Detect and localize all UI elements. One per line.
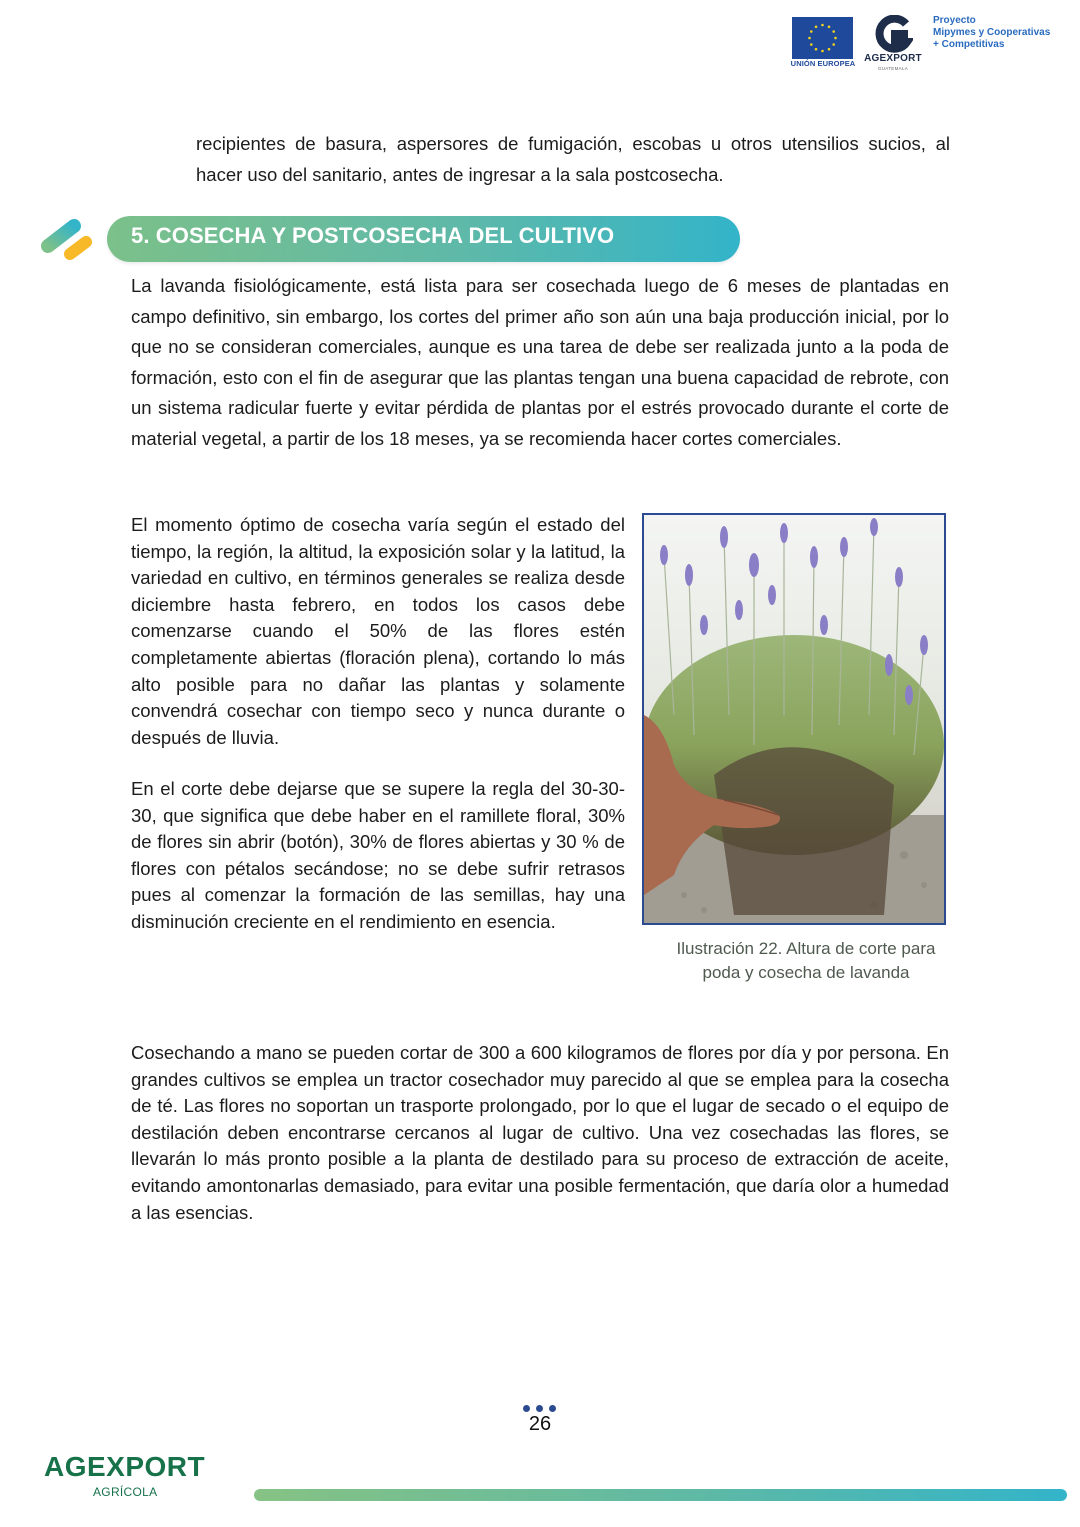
eu-label: UNIÓN EUROPEA (790, 59, 856, 68)
footer-logo: AGEXPORT (44, 1451, 206, 1482)
footer-gradient-bar (254, 1489, 1067, 1501)
footer-logo-sub: AGRÍCOLA (93, 1485, 158, 1499)
caption-line: Ilustración 22. Altura de corte para (676, 939, 936, 958)
eu-stars-icon (792, 17, 853, 59)
paragraph-optimal-moment: El momento óptimo de cosecha varía según el estado del tiempo, la región, la altitud, la exposición solar y la latitud, la variedad en cultivo, en términos generales se realiza desde diciembre hasta febrero, en todos los casos debe comenzarse cuando el 50% de las flores estén completamente abiertas (floración plena), cortando lo más alto posible para no dañar las plantas y solamente convendrá cosechar con tiempo seco y nunca durante o después de lluvia. (131, 514, 625, 748)
figure-caption (648, 937, 964, 985)
paragraph-manual-harvest: Cosechando a mano se pueden cortar de 300 a 600 kilogramos de flores por día y por persona. En grandes cultivos se emplea un tractor cosechador muy parecido al que se emplea para la cosecha de té. Las flores no soportan un trasporte prolongado, por lo que el lugar de secado o el equipo de destilación deben encontrarse cercanos al lugar de cultivo. Una vez cosechadas las flores, se llevarán lo más pronto posible a la planta de destilado para su proceso de extracción de aceite, evitando amontonarlas demasiado, para evitar una posible fermentación, que daría olor a humedad a las esencias. (131, 1042, 949, 1223)
agexport-header-sub: GUATEMALA (877, 66, 909, 71)
agexport-header-label: AGEXPORT (864, 53, 922, 64)
project-title (933, 15, 1050, 51)
project-line: Proyecto (933, 15, 976, 26)
project-line: + Competitivas (933, 39, 1005, 50)
project-line: Mipymes y Cooperativas (933, 27, 1051, 38)
continuation-line: recipientes de basura, aspersores de fumigación, escobas u otros utensilios sucios, al (196, 133, 950, 154)
agexport-g-logo-icon (873, 15, 913, 53)
section-title: 5. COSECHA Y POSTCOSECHA DEL CULTIVO (131, 223, 615, 248)
page-number: 26 (528, 1413, 552, 1435)
continuation-line: hacer uso del sanitario, antes de ingresar a la sala postcosecha. (196, 163, 724, 185)
continuation-paragraph (196, 129, 950, 190)
caption-line: poda y cosecha de lavanda (702, 963, 910, 982)
two-pills-icon (38, 216, 98, 264)
lavender-photo (642, 513, 946, 925)
paragraph-harvest-timing: La lavanda fisiológicamente, está lista para ser cosechada luego de 6 meses de plantadas en campo definitivo, sin embargo, los cortes del primer año son aún una baja producción inicial, por lo que no se consideran comerciales, aunque es una tarea de debe ser realizada junto a la poda de formación, esto con el fin de asegurar que las plantas tengan una buena capacidad de rebrote, con un sistema radicular fuerte y evitar pérdida de plantas por el estrés provocado durante el corte de material vegetal, a partir de los 18 meses, ya se recomienda hacer cortes comerciales. (131, 275, 949, 449)
eu-flag-logo (792, 17, 853, 59)
lavender-plant-image (644, 515, 944, 923)
page-dots-ornament (523, 1405, 559, 1413)
paragraph-30-30-30-rule: En el corte debe dejarse que se supere la regla del 30-30-30, que significa que debe haber en el ramillete floral, 30% de flores sin abrir (botón), 30% de flores abiertas y 30 % de flores con pétalos secándose; no se debe sufrir retrasos pues al comenzar la formación de las semillas, hay una disminución creciente en el rendimiento en esencia. (131, 778, 625, 932)
